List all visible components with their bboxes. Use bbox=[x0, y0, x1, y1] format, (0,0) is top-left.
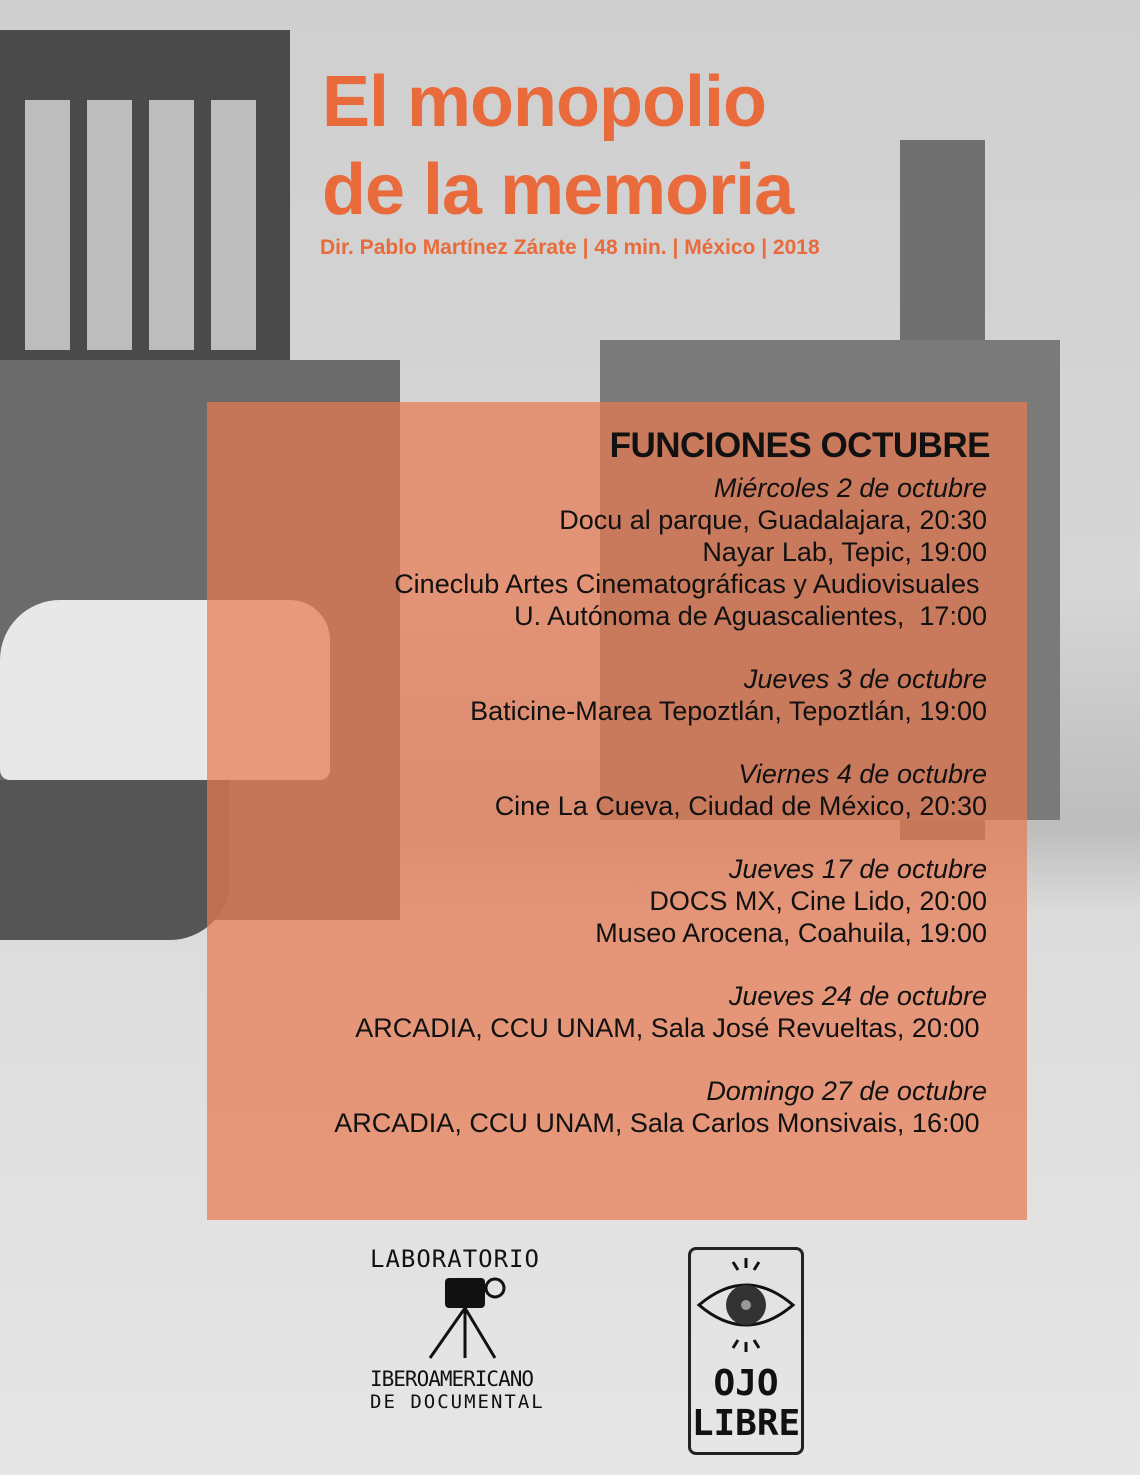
film-credits: Dir. Pablo Martínez Zárate | 48 min. | México | 2018 bbox=[320, 236, 820, 259]
laboratorio-iberoamericano-logo bbox=[370, 1245, 560, 1455]
screening-venue: Nayar Lab, Tepic, 19:00 bbox=[702, 537, 987, 567]
screening-date: Jueves 17 de octubre bbox=[728, 854, 987, 884]
eye-icon bbox=[691, 1250, 801, 1360]
ojo-libre-logo bbox=[688, 1247, 804, 1455]
screening-day bbox=[207, 853, 987, 949]
screening-venue: U. Autónoma de Aguascalientes, 17:00 bbox=[514, 601, 987, 631]
title-line-2: de la memoria bbox=[322, 150, 794, 230]
screening-day bbox=[207, 758, 987, 822]
screening-date: Domingo 27 de octubre bbox=[706, 1076, 987, 1106]
screening-venue: ARCADIA, CCU UNAM, Sala José Revueltas, 20:00 bbox=[355, 1013, 987, 1043]
lab-logo-middle: IBEROAMERICANO bbox=[370, 1367, 534, 1391]
screening-venue: DOCS MX, Cine Lido, 20:00 bbox=[649, 886, 987, 916]
title-line-1: El monopolio bbox=[322, 62, 766, 142]
film-title bbox=[322, 58, 793, 234]
tank-shadow bbox=[0, 780, 230, 940]
screening-day bbox=[207, 472, 987, 632]
ojo-logo-line-2: LIBRE bbox=[691, 1403, 801, 1444]
lab-logo-top: LABORATORIO bbox=[370, 1245, 540, 1273]
screening-venue: ARCADIA, CCU UNAM, Sala Carlos Monsivais, 16:00 bbox=[334, 1108, 987, 1138]
screening-venue: Cine La Cueva, Ciudad de México, 20:30 bbox=[494, 791, 987, 821]
screening-date: Viernes 4 de octubre bbox=[738, 759, 987, 789]
screening-day bbox=[207, 980, 987, 1044]
schedule-box bbox=[207, 402, 1027, 1220]
screening-day bbox=[207, 1075, 987, 1139]
camera-tripod-icon bbox=[370, 1273, 560, 1363]
screening-venue: Baticine-Marea Tepoztlán, Tepoztlán, 19:00 bbox=[470, 696, 987, 726]
ojo-logo-line-1: OJO bbox=[713, 1363, 779, 1404]
screening-venue: Cineclub Artes Cinematográficas y Audiovisuales bbox=[394, 569, 987, 599]
screening-date: Jueves 24 de octubre bbox=[728, 981, 987, 1011]
building-windows bbox=[25, 100, 265, 350]
screening-date: Miércoles 2 de octubre bbox=[713, 473, 987, 503]
screening-day bbox=[207, 663, 987, 727]
schedule-heading: FUNCIONES OCTUBRE bbox=[609, 426, 990, 465]
screening-venue: Docu al parque, Guadalajara, 20:30 bbox=[559, 505, 987, 535]
screening-venue: Museo Arocena, Coahuila, 19:00 bbox=[595, 918, 987, 948]
screening-date: Jueves 3 de octubre bbox=[743, 664, 987, 694]
lab-logo-bottom: DE DOCUMENTAL bbox=[370, 1391, 545, 1413]
